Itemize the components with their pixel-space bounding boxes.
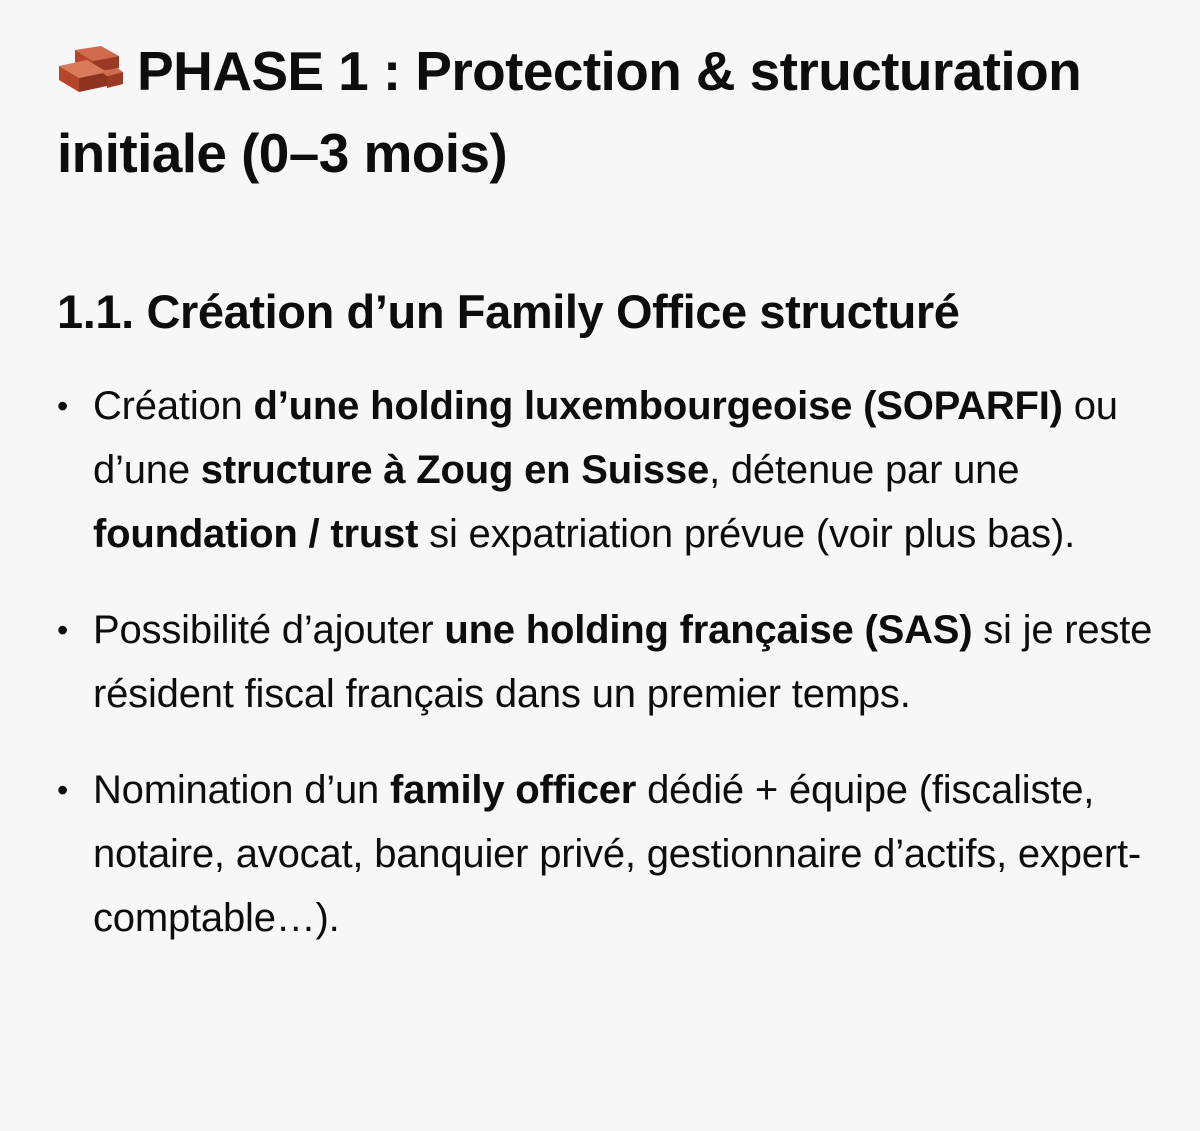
list-item: • Nomination d’un family officer dédié + équipe (fiscaliste, notaire, avocat, banquier privé, gestionnaire d’actifs, expert-comptable…). — [57, 758, 1177, 950]
section-title: 1.1. Création d’un Family Office structuré — [57, 285, 960, 338]
phase-title: PHASE 1 : Protection & structuration initiale (0–3 mois) — [57, 40, 1082, 184]
brick-icon — [57, 46, 123, 94]
document — [57, 30, 1177, 982]
bullet-dot: • — [57, 772, 69, 808]
phase-heading — [57, 30, 1177, 194]
bullet-dot: • — [57, 388, 69, 424]
bullet-dot: • — [57, 612, 69, 648]
list-item: • Création d’une holding luxembourgeoise (SOPARFI) ou d’une structure à Zoug en Suisse, détenue par une foundation / trust si expatriation prévue (voir plus bas). — [57, 374, 1177, 566]
bullet-list — [57, 374, 1177, 950]
list-item: • Possibilité d’ajouter une holding française (SAS) si je reste résident fiscal français dans un premier temps. — [57, 598, 1177, 726]
